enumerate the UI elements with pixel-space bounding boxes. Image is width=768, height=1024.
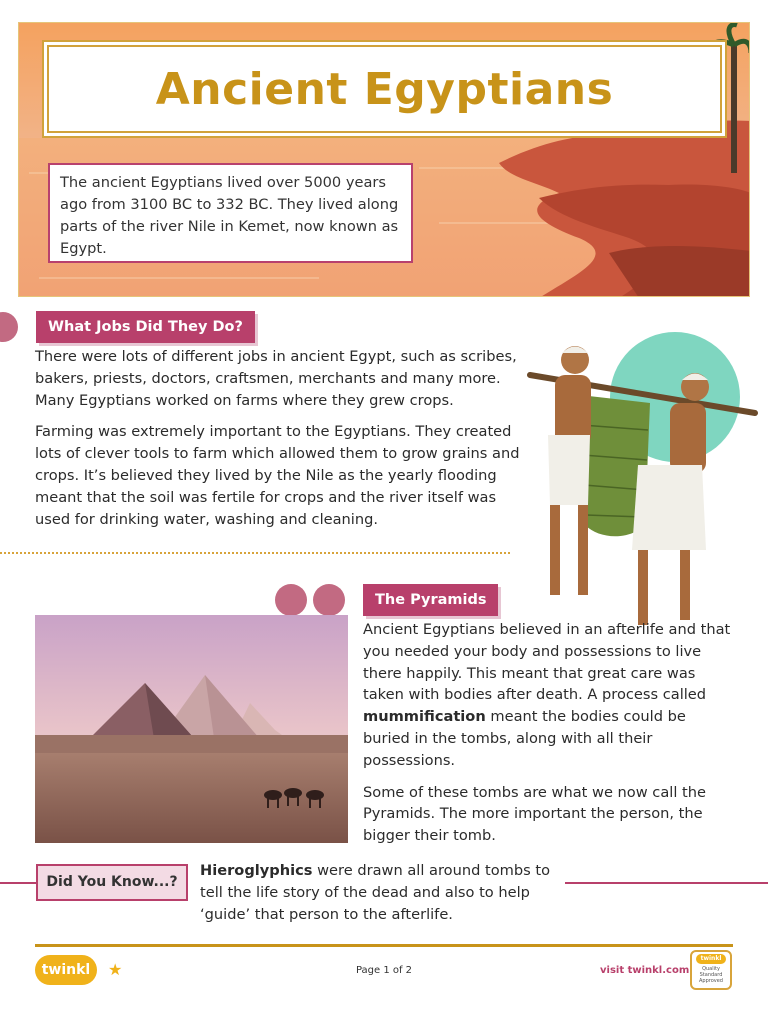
jobs-paragraph-1: There were lots of different jobs in ancient Egypt, such as scribes, bakers, priests, doctors, craftsmen, merchants and many more. Many Egyptians worked on farms where they grew crops. (35, 348, 517, 409)
section-heading-jobs (36, 311, 255, 343)
section-bullet (0, 312, 18, 342)
did-you-know-label-text: Did You Know...? (46, 874, 178, 890)
pyramids-paragraph-2: Some of these tombs are what we now call the Pyramids. The more important the person, the bigger their tomb. (363, 783, 706, 845)
star-icon: ★ (108, 960, 123, 979)
mummification-term: mummification (363, 708, 486, 726)
page-title: Ancient Egyptians (155, 63, 614, 115)
section-bullet (313, 584, 345, 616)
visit-twinkl-link[interactable]: visit twinkl.com (600, 965, 690, 976)
jobs-body (35, 346, 520, 540)
pyramids-body (363, 619, 735, 857)
hieroglyphics-term: Hieroglyphics (200, 862, 313, 879)
twinkl-logo (35, 955, 97, 985)
section-divider (0, 552, 510, 554)
did-you-know-line-right (565, 882, 768, 884)
jobs-paragraph-2: Farming was extremely important to the Egyptians. They created lots of clever tools to farm which allowed them to grow grains and crops. It’s believed they lived by the Nile as the yearly flooding meant that the soil was fertile for crops and the river itself was used for drinking water, washing and cleaning. (35, 423, 520, 528)
did-you-know-text: Hieroglyphics were drawn all around tombs to tell the life story of the dead and also to help ‘guide’ that person to the afterlife. (200, 862, 551, 923)
farm-workers-illustration (520, 325, 765, 635)
section-heading-jobs-text: What Jobs Did They Do? (48, 319, 243, 335)
quality-standard-badge (690, 950, 732, 990)
pyramids-photo (35, 615, 348, 843)
intro-text: The ancient Egyptians lived over 5000 years ago from 3100 BC to 332 BC. They lived along parts of the river Nile in Kemet, now known as Egypt. (60, 174, 399, 257)
pyramids-paragraph-1: Ancient Egyptians believed in an afterlife and that you needed your body and possessions to live there happily. This meant that great care was taken with bodies after death. A process called mummification meant the bodies could be buried in the tombs, along with all their possessions. (363, 621, 731, 769)
section-heading-pyramids (363, 584, 498, 616)
twinkl-logo-text: twinkl (41, 962, 91, 978)
page-number: Page 1 of 2 (355, 965, 413, 976)
section-bullet (275, 584, 307, 616)
did-you-know-line-left (0, 882, 36, 884)
title-box (47, 45, 722, 133)
quality-badge-logo: twinkl (696, 954, 726, 964)
did-you-know-label (36, 864, 188, 901)
quality-badge-text: Quality Standard Approved (699, 966, 723, 984)
intro-box (48, 163, 413, 263)
footer-divider (35, 944, 733, 947)
section-heading-pyramids-text: The Pyramids (375, 592, 487, 608)
